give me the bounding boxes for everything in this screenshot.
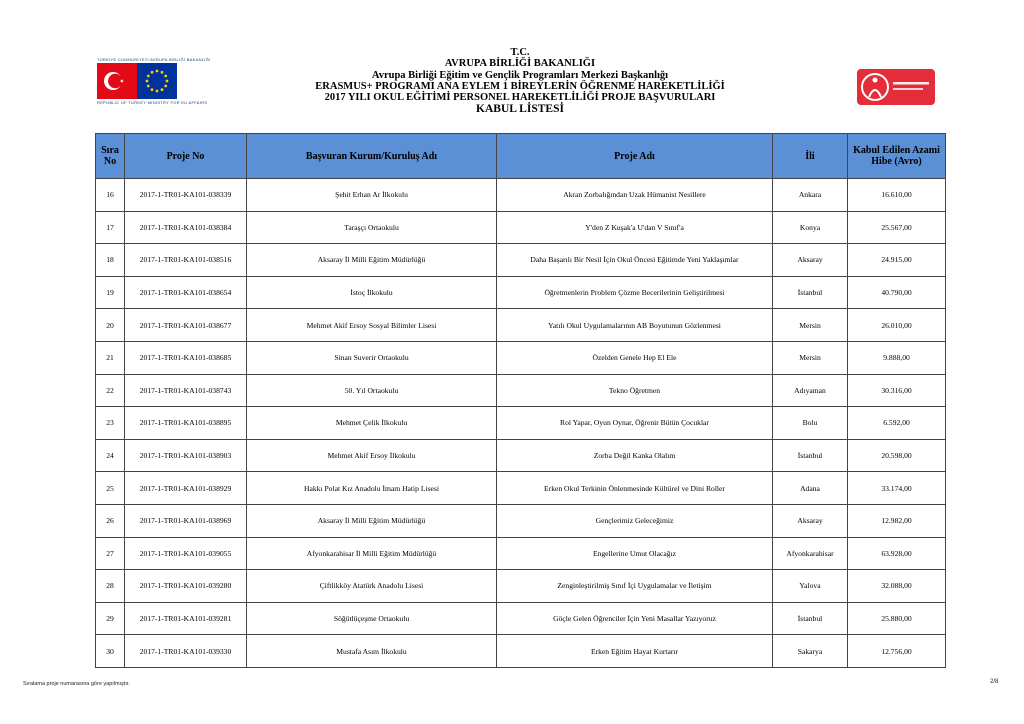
cell-kurum: Çiftlikköy Atatürk Anadolu Lisesi	[247, 570, 497, 603]
cell-proje-adi: Gençlerimiz Geleceğimiz	[497, 504, 773, 537]
ministry-logo-caption-bottom: REPUBLIC OF TURKEY MINISTRY FOR EU AFFAIRS	[97, 100, 208, 105]
footer-note: Sıralama proje numarasına göre yapılmıştır.	[23, 681, 130, 687]
cell-proje-adi: Göçle Gelen Öğrenciler İçin Yeni Masallar Yazıyoruz	[497, 602, 773, 635]
cell-kurum: Mehmet Akif Ersoy Sosyal Bilimler Lisesi	[247, 309, 497, 342]
cell-hibe: 26.010,00	[848, 309, 946, 342]
cell-sira: 26	[96, 504, 125, 537]
cell-sira: 19	[96, 276, 125, 309]
cell-proje-adi: Daha Başarılı Bir Nesil İçin Okul Öncesi Eğitimde Yeni Yaklaşımlar	[497, 244, 773, 277]
cell-hibe: 24.915,00	[848, 244, 946, 277]
national-agency-logo-icon	[857, 69, 935, 105]
cell-hibe: 25.880,00	[848, 602, 946, 635]
col-header-il: İli	[773, 134, 848, 179]
col-header-kurum: Başvuran Kurum/Kuruluş Adı	[247, 134, 497, 179]
cell-hibe: 16.610,00	[848, 179, 946, 212]
cell-il: Aksaray	[773, 504, 848, 537]
header-center: Avrupa Birliği Eğitim ve Gençlik Programları Merkezi Başkanlığı	[371, 69, 669, 81]
cell-sira: 22	[96, 374, 125, 407]
cell-il: İstanbul	[773, 439, 848, 472]
cell-il: Mersin	[773, 341, 848, 374]
cell-sira: 24	[96, 439, 125, 472]
cell-hibe: 33.174,00	[848, 472, 946, 505]
cell-sira: 28	[96, 570, 125, 603]
col-header-proje-no: Proje No	[125, 134, 247, 179]
cell-hibe: 32.088,00	[848, 570, 946, 603]
cell-proje-no: 2017-1-TR01-KA101-039280	[125, 570, 247, 603]
cell-kurum: Şehit Erhan Ar İlkokulu	[247, 179, 497, 212]
col-header-sira: Sıra No	[96, 134, 125, 179]
cell-kurum: Mehmet Çelik İlkokulu	[247, 407, 497, 440]
table-row	[96, 504, 946, 537]
cell-proje-no: 2017-1-TR01-KA101-038929	[125, 472, 247, 505]
cell-il: Yalova	[773, 570, 848, 603]
table-row	[96, 472, 946, 505]
cell-hibe: 25.567,00	[848, 211, 946, 244]
cell-il: İstanbul	[773, 602, 848, 635]
cell-kurum: İstoç İlkokulu	[247, 276, 497, 309]
cell-sira: 18	[96, 244, 125, 277]
cell-kurum: Sinan Suverir Ortaokulu	[247, 341, 497, 374]
col-header-proje-adi: Proje Adı	[497, 134, 773, 179]
cell-proje-adi: Zorba Değil Kanka Olalım	[497, 439, 773, 472]
cell-proje-no: 2017-1-TR01-KA101-038677	[125, 309, 247, 342]
cell-proje-no: 2017-1-TR01-KA101-038654	[125, 276, 247, 309]
table-row	[96, 374, 946, 407]
eu-flag-icon	[137, 63, 177, 99]
cell-proje-adi: Yatılı Okul Uygulamalarının AB Boyutunun Gözlenmesi	[497, 309, 773, 342]
cell-proje-no: 2017-1-TR01-KA101-039330	[125, 635, 247, 668]
cell-hibe: 12.982,00	[848, 504, 946, 537]
acceptance-table	[95, 133, 946, 668]
cell-hibe: 9.888,00	[848, 341, 946, 374]
cell-proje-adi: Öğretmenlerin Problem Çözme Becerilerinin Geliştirilmesi	[497, 276, 773, 309]
cell-sira: 29	[96, 602, 125, 635]
cell-proje-adi: Erken Eğitim Hayat Kurtarır	[497, 635, 773, 668]
ministry-logo	[97, 57, 211, 109]
cell-proje-no: 2017-1-TR01-KA101-039055	[125, 537, 247, 570]
cell-il: Adıyaman	[773, 374, 848, 407]
cell-kurum: Taraşçı Ortaokulu	[247, 211, 497, 244]
cell-sira: 20	[96, 309, 125, 342]
header-programme: ERASMUS+ PROGRAMI ANA EYLEM 1 BİREYLERİN ÖĞRENME HAREKETLİLİĞİ	[315, 80, 725, 92]
cell-proje-adi: Erken Okul Terkinin Önlenmesinde Kültürel ve Dini Roller	[497, 472, 773, 505]
cell-sira: 25	[96, 472, 125, 505]
cell-kurum: Söğütlüçeşme Ortaokulu	[247, 602, 497, 635]
cell-sira: 21	[96, 341, 125, 374]
cell-sira: 27	[96, 537, 125, 570]
cell-il: Konya	[773, 211, 848, 244]
table-row	[96, 211, 946, 244]
table-row	[96, 602, 946, 635]
cell-il: Ankara	[773, 179, 848, 212]
document-header	[230, 47, 810, 116]
table-row	[96, 570, 946, 603]
cell-proje-no: 2017-1-TR01-KA101-039281	[125, 602, 247, 635]
cell-kurum: Mehmet Akif Ersoy İlkokulu	[247, 439, 497, 472]
header-ministry: AVRUPA BİRLİĞİ BAKANLIĞI	[444, 58, 596, 70]
table-row	[96, 179, 946, 212]
cell-kurum: 50. Yıl Ortaokulu	[247, 374, 497, 407]
cell-il: Adana	[773, 472, 848, 505]
header-tc: T.C.	[510, 47, 530, 58]
cell-proje-adi: Rol Yapar, Oyun Oynar, Öğrenir Bütün Çocuklar	[497, 407, 773, 440]
cell-il: İstanbul	[773, 276, 848, 309]
cell-sira: 30	[96, 635, 125, 668]
cell-proje-adi: Engellerine Umut Olacağız	[497, 537, 773, 570]
table-row	[96, 341, 946, 374]
table-row	[96, 537, 946, 570]
table-row	[96, 244, 946, 277]
cell-proje-no: 2017-1-TR01-KA101-038895	[125, 407, 247, 440]
cell-il: Mersin	[773, 309, 848, 342]
cell-il: Bolu	[773, 407, 848, 440]
cell-hibe: 63.928,00	[848, 537, 946, 570]
cell-sira: 16	[96, 179, 125, 212]
cell-kurum: Mustafa Asım İlkokulu	[247, 635, 497, 668]
cell-hibe: 30.316,00	[848, 374, 946, 407]
cell-proje-no: 2017-1-TR01-KA101-038339	[125, 179, 247, 212]
cell-proje-adi: Tekno Öğretmen	[497, 374, 773, 407]
cell-sira: 23	[96, 407, 125, 440]
turkish-flag-icon	[97, 63, 137, 99]
cell-proje-no: 2017-1-TR01-KA101-038685	[125, 341, 247, 374]
cell-proje-no: 2017-1-TR01-KA101-038384	[125, 211, 247, 244]
cell-kurum: Aksaray İl Milli Eğitim Müdürlüğü	[247, 244, 497, 277]
cell-kurum: Aksaray İl Milli Eğitim Müdürlüğü	[247, 504, 497, 537]
cell-proje-no: 2017-1-TR01-KA101-038516	[125, 244, 247, 277]
page-number: 2/8	[990, 679, 999, 685]
table-row	[96, 276, 946, 309]
table-row	[96, 407, 946, 440]
ministry-logo-caption-top: TÜRKİYE CUMHURİYETİ AVRUPA BİRLİĞİ BAKANLIĞI	[97, 57, 211, 62]
cell-kurum: Afyonkarahisar İl Milli Eğitim Müdürlüğü	[247, 537, 497, 570]
cell-il: Aksaray	[773, 244, 848, 277]
header-call: 2017 YILI OKUL EĞİTİMİ PERSONEL HAREKETLİLİĞİ PROJE BAŞVURULARI	[324, 92, 716, 104]
table-body	[96, 179, 946, 668]
cell-sira: 17	[96, 211, 125, 244]
cell-proje-no: 2017-1-TR01-KA101-038969	[125, 504, 247, 537]
cell-hibe: 20.598,00	[848, 439, 946, 472]
cell-proje-no: 2017-1-TR01-KA101-038743	[125, 374, 247, 407]
cell-proje-adi: Özelden Genele Hep El Ele	[497, 341, 773, 374]
table-row	[96, 309, 946, 342]
table-row	[96, 439, 946, 472]
cell-proje-adi: Akran Zorbalığından Uzak Hümanist Nesillere	[497, 179, 773, 212]
cell-il: Sakarya	[773, 635, 848, 668]
cell-hibe: 6.592,00	[848, 407, 946, 440]
cell-il: Afyonkarahisar	[773, 537, 848, 570]
cell-hibe: 40.790,00	[848, 276, 946, 309]
header-list-title: KABUL LİSTESİ	[476, 103, 564, 116]
cell-hibe: 12.756,00	[848, 635, 946, 668]
cell-proje-no: 2017-1-TR01-KA101-038903	[125, 439, 247, 472]
cell-proje-adi: Zenginleştirilmiş Sınıf İçi Uygulamalar ve İletişim	[497, 570, 773, 603]
col-header-hibe: Kabul Edilen Azami Hibe (Avro)	[848, 134, 946, 179]
cell-proje-adi: Y'den Z Kuşak'a U'dan V Sınıf'a	[497, 211, 773, 244]
cell-kurum: Hakkı Polat Kız Anadolu İmam Hatip Lisesi	[247, 472, 497, 505]
table-row	[96, 635, 946, 668]
table-header-row	[96, 134, 946, 179]
